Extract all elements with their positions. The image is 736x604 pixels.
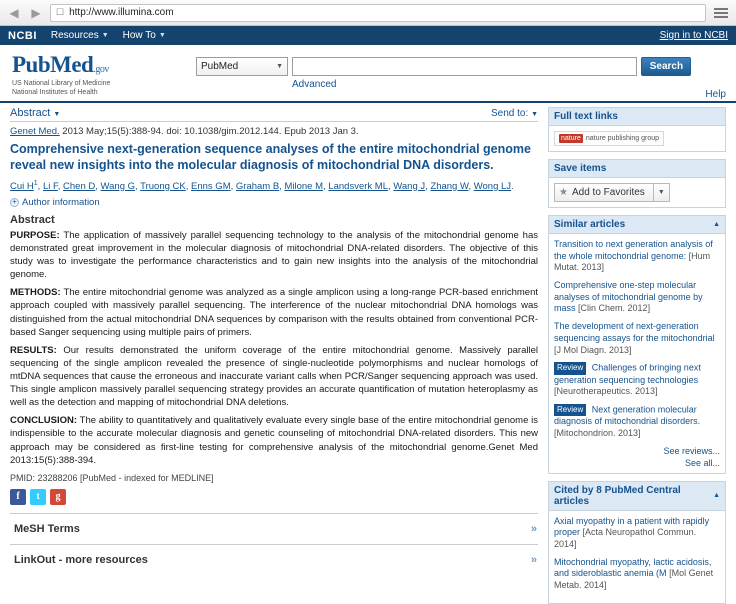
page-title: Comprehensive next-generation sequence analyses of the entire mitochondrial genome reveal new insights into the molecular diagnosis of mitochondrial DNA disorders. — [10, 142, 531, 173]
chevron-down-icon: ▼ — [158, 32, 166, 39]
add-to-favorites-button[interactable] — [554, 183, 654, 202]
section-text-purpose: The application of massively parallel sequencing technology to the analysis of the mitochondrial genome has demonstrated great improvement in the molecular diagnosis of mitochondrial DNA-related disorders. The objective of this study was to investigate the performance characteristics and to gain new insights into the analysis of the mitochondrial genome. — [10, 229, 538, 281]
similar-articles-title: Similar articles — [554, 219, 626, 230]
section-text-conclusion: The ability to quantitatively and qualitatively evaluate every single base of the entire mitochondrial genome is indispensible to the accurate molecular diagnosis and genetic counseling of mitochondrial DNA-related disorders. This new approach may be considered as first-line testing for comprehensive analysis of the mitochondrial genome.Genet Med 2013:15(5):388-394. — [10, 415, 538, 466]
citation-rest: 2013 May;15(5):388-94. doi: 10.1038/gim.2012.144. Epub 2013 Jan 3. — [62, 126, 359, 137]
section-text-results: Our results demonstrated the uniform coverage of the entire mitochondrial genome. Massively parallel sequencing of the single amplicon revealed the presence of single-nucleotide polymorphisms and nuclear homologs of mtDNA sequences that cause the erroneous and inaccurate variant calls when PCR/Sanger sequencing approach was used. This single amplicon massively parallel sequencing strategy provides an accurate quantification of mutation heteroplasmy as well as the detection and mapping of mitochondrial DNA deletions. — [10, 344, 538, 409]
similar-article-text: Transition to next generation analysis of the whole mitochondrial genome: — [554, 239, 713, 261]
author-link[interactable]: Li F — [42, 180, 58, 192]
pubmed-logo-text: PubMed — [12, 52, 94, 77]
panel-similar-articles — [548, 215, 726, 474]
twitter-share-icon[interactable]: t — [30, 489, 46, 505]
author-link[interactable]: Zhang W — [430, 180, 469, 192]
panel-save-items — [548, 159, 726, 208]
abstract-section-conclusion — [10, 414, 538, 466]
star-icon: ★ — [559, 187, 568, 198]
list-item[interactable] — [554, 557, 720, 592]
review-badge: Review — [554, 404, 586, 416]
send-to-label: Send to: — [491, 107, 529, 119]
share-row — [10, 489, 538, 505]
pubmed-logo-block — [12, 53, 182, 98]
ncbi-logo[interactable]: NCBI — [8, 29, 37, 42]
publisher-link-badge[interactable] — [554, 131, 664, 146]
cited-article-text: Axial myopathy in a patient with rapidly proper — [554, 515, 710, 538]
pubmed-logo-gov: .gov — [93, 64, 109, 75]
pmid-text: PMID: 23288206 [PubMed - indexed for MEDLINE] — [10, 472, 214, 483]
sidebar — [548, 107, 726, 591]
advanced-search-link[interactable]: Advanced — [292, 79, 337, 90]
panel-body-full-text — [549, 126, 725, 151]
chevron-down-icon: ▼ — [531, 110, 538, 118]
ncbi-resources-menu[interactable] — [51, 30, 109, 41]
similar-article-text: Comprehensive one-step molecular analyses of mitochondrial genome by mass — [554, 280, 703, 314]
pubmed-logo[interactable] — [12, 53, 182, 76]
see-all-link[interactable]: See all... — [684, 457, 720, 468]
author-link[interactable]: Graham B — [235, 180, 280, 192]
list-item[interactable] — [554, 239, 720, 274]
publisher-name: nature publishing group — [585, 135, 660, 142]
author-link[interactable]: Wang J — [393, 180, 426, 192]
collapse-icon[interactable]: ▲ — [713, 221, 720, 228]
abstract-section-purpose — [10, 229, 538, 281]
hamburger-menu-icon[interactable] — [712, 5, 730, 21]
cited-article-source: [Mol Genet Metab. 2014] — [554, 568, 714, 591]
chevron-double-down-icon: » — [530, 553, 536, 566]
sign-in-link[interactable]: Sign in to NCBI — [659, 30, 728, 41]
favorites-control — [554, 183, 720, 202]
ncbi-howto-label: How To — [122, 30, 156, 41]
panel-body-save-items — [549, 178, 725, 207]
facebook-share-icon[interactable]: f — [10, 489, 26, 505]
section-mesh-terms[interactable] — [10, 513, 538, 544]
author-link[interactable]: Cui H — [10, 180, 34, 192]
ncbi-header — [0, 26, 736, 45]
see-reviews-link[interactable]: See reviews... — [663, 445, 720, 456]
pubmed-header — [0, 45, 736, 103]
back-arrow-icon[interactable]: ◀ — [9, 5, 19, 20]
browser-toolbar — [0, 0, 736, 26]
panel-title-cited-by — [549, 482, 725, 511]
author-link[interactable]: Truong CK — [140, 180, 186, 192]
list-item[interactable] — [554, 321, 720, 356]
chevron-down-icon: ▼ — [101, 32, 109, 39]
panel-body-similar-articles — [549, 234, 725, 473]
panel-title-full-text — [549, 108, 725, 126]
similar-article-text: Next generation molecular diagnosis of mitochondrial disorders. — [554, 404, 701, 427]
google-plus-share-icon[interactable]: g — [50, 489, 66, 505]
section-label-results: RESULTS: — [10, 344, 57, 356]
ncbi-signin-area — [660, 30, 728, 41]
mesh-terms-label: MeSH Terms — [14, 522, 80, 535]
abstract-section-results — [10, 344, 538, 410]
journal-link[interactable]: Genet Med. — [10, 126, 60, 137]
similar-article-source: [Clin Chem. 2012] — [578, 303, 651, 314]
author-link[interactable]: Landsverk ML — [328, 180, 388, 192]
address-bar[interactable] — [50, 4, 706, 22]
review-badge: Review — [554, 362, 586, 374]
help-link[interactable]: Help — [705, 89, 726, 100]
ncbi-resources-label: Resources — [50, 30, 99, 41]
cited-article-source: [Acta Neuropathol Commun. 2014] — [554, 527, 697, 550]
author-link[interactable]: Enns GM — [191, 180, 231, 192]
add-to-favorites-label: Add to Favorites — [571, 187, 645, 198]
section-text-methods: The entire mitochondrial genome was analyzed as a single amplicon using a long-range PCR-based enrichment approach coupled with massively parallel sequencing. The interference of the nuclear mitochondrial DNA homologs was distinguished from the actual mitochondrial DNA sequences by comparison with the results obtained from conventional PCR-based Sanger sequencing using multiple pairs of primers. — [10, 287, 539, 338]
abstract-heading: Abstract — [10, 213, 55, 226]
author-link[interactable]: Wang G — [100, 180, 136, 192]
list-item[interactable] — [554, 362, 720, 398]
author-link[interactable]: Wong LJ — [473, 180, 512, 192]
save-items-title: Save items — [554, 163, 607, 174]
author-information-label: Author information — [22, 196, 100, 208]
cited-by-title: Cited by 8 PubMed Central articles — [554, 484, 681, 507]
similar-article-source: [Mitochondrion. 2013] — [554, 428, 641, 439]
panel-full-text-links — [548, 107, 726, 152]
author-link[interactable]: Milone M — [284, 180, 324, 192]
author-link[interactable]: Chen D — [63, 180, 96, 192]
linkout-label: LinkOut - more resources — [14, 553, 148, 566]
url-text: http://www.illumina.com — [69, 7, 174, 18]
list-item[interactable] — [554, 404, 720, 440]
chevron-down-icon: ▼ — [53, 111, 61, 118]
search-input[interactable] — [292, 57, 637, 76]
display-format-label: Abstract — [10, 107, 51, 119]
similar-article-source: [Neurotherapeutics. 2013] — [554, 386, 658, 397]
section-label-conclusion: CONCLUSION: — [10, 415, 78, 427]
panel-title-save-items — [549, 160, 725, 178]
panel-title-similar-articles — [549, 216, 725, 234]
list-item[interactable] — [554, 516, 720, 551]
search-button[interactable]: Search — [641, 57, 691, 76]
page-content — [0, 103, 736, 591]
similar-article-text: The development of next-generation sequencing assays for the mitochondrial — [554, 321, 715, 343]
cited-article-text: Mitochondrial myopathy, lactic acidosis, and sideroblastic anemia (M — [554, 556, 712, 579]
full-text-title: Full text links — [554, 111, 618, 122]
forward-arrow-icon[interactable]: ▶ — [31, 5, 41, 20]
journal-citation — [10, 126, 538, 137]
section-linkout[interactable] — [10, 544, 538, 575]
page-icon: ☐ — [56, 7, 65, 17]
database-select-value: PubMed — [201, 61, 239, 72]
section-label-methods: METHODS: — [10, 287, 61, 299]
similar-article-source: [Hum Mutat. 2013] — [554, 250, 711, 273]
list-item[interactable] — [554, 280, 720, 315]
favorites-dropdown-button[interactable] — [654, 183, 670, 202]
pubmed-search-area — [196, 53, 691, 90]
nature-logo-icon: nature — [561, 135, 581, 142]
abstract-toolbar — [10, 107, 538, 122]
chevron-down-icon: ▼ — [657, 189, 665, 196]
send-to-menu[interactable] — [491, 108, 538, 119]
similar-article-source: [J Mol Diagn. 2013] — [554, 344, 632, 355]
chevron-double-down-icon: » — [530, 522, 536, 535]
panel-body-cited-by — [549, 511, 725, 603]
pubmed-subtitle: US National Library of Medicine National Institutes of Health — [12, 80, 111, 97]
similar-article-text: Challenges of bringing next generation sequencing technologies — [554, 362, 701, 385]
ncbi-howto-menu[interactable] — [123, 30, 166, 41]
database-select[interactable] — [196, 57, 288, 76]
section-label-purpose: PURPOSE: — [10, 229, 60, 241]
author-list: Cui $H^1$, Li F, Chen D, Wang G, Truong CK, Enns GM, Graham B, Milone M, Landsverk ML, Wang J, Zhang W, Wong LJ. — [10, 179, 514, 192]
display-format-selector[interactable] — [10, 107, 60, 119]
abstract-section-methods — [10, 286, 538, 338]
article-column — [10, 107, 539, 566]
plus-icon: + — [10, 198, 19, 207]
collapse-icon[interactable]: ▲ — [713, 492, 720, 500]
panel-cited-by — [548, 481, 726, 604]
author-information-toggle[interactable] — [10, 197, 538, 208]
chevron-down-icon: ▼ — [276, 63, 283, 70]
